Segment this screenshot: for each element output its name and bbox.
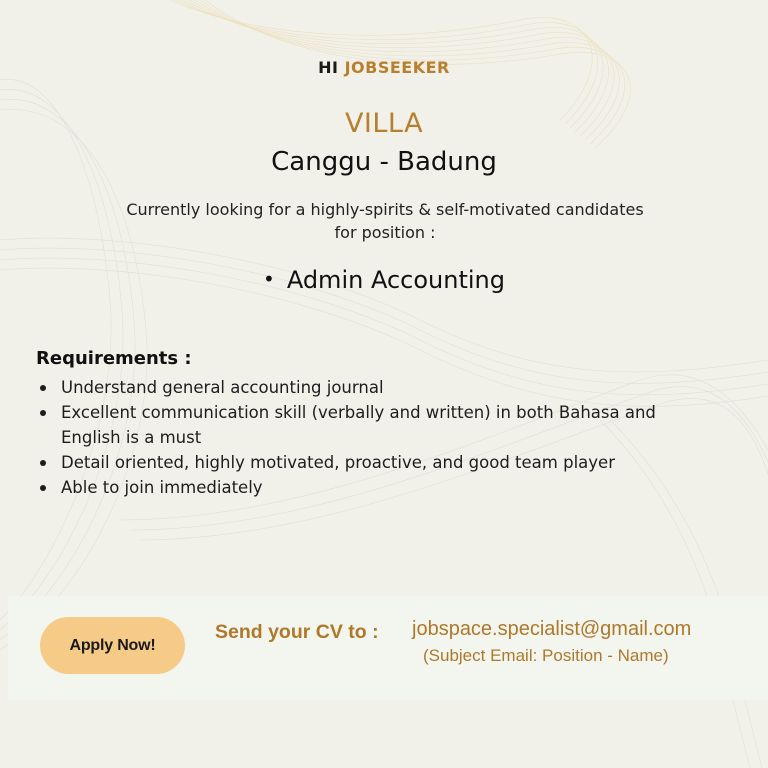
email-subject-note: (Subject Email: Position - Name)	[423, 646, 669, 665]
position-item	[0, 266, 768, 294]
email-link[interactable]: jobspace.specialist@gmail.com	[412, 618, 692, 640]
company-location: Canggu - Badung	[271, 147, 497, 177]
requirement-item: Understand general accounting journal	[38, 375, 698, 400]
greeting-heading	[0, 58, 768, 77]
intro-text	[100, 198, 670, 244]
position-title: Admin Accounting	[286, 266, 505, 294]
requirement-item: Excellent communication skill (verbally and written) in both Bahasa and English is a must	[38, 400, 698, 450]
requirement-item: Able to join immediately	[38, 475, 698, 500]
requirements-list	[38, 375, 698, 500]
greeting-target: JOBSEEKER	[344, 58, 450, 77]
company-name: VILLA	[344, 108, 424, 139]
bullet-icon: •	[263, 267, 275, 291]
requirements-heading: Requirements :	[36, 348, 192, 369]
intro-line-1: Currently looking for a highly-spirits & self-motivated candidates	[126, 200, 644, 219]
send-cv-label: Send your CV to :	[215, 621, 379, 643]
requirement-item: Detail oriented, highly motivated, proactive, and good team player	[38, 450, 698, 475]
greeting-hi: HI	[318, 58, 339, 77]
intro-line-2: for position :	[334, 223, 436, 242]
apply-now-button[interactable]: Apply Now!	[40, 617, 185, 674]
